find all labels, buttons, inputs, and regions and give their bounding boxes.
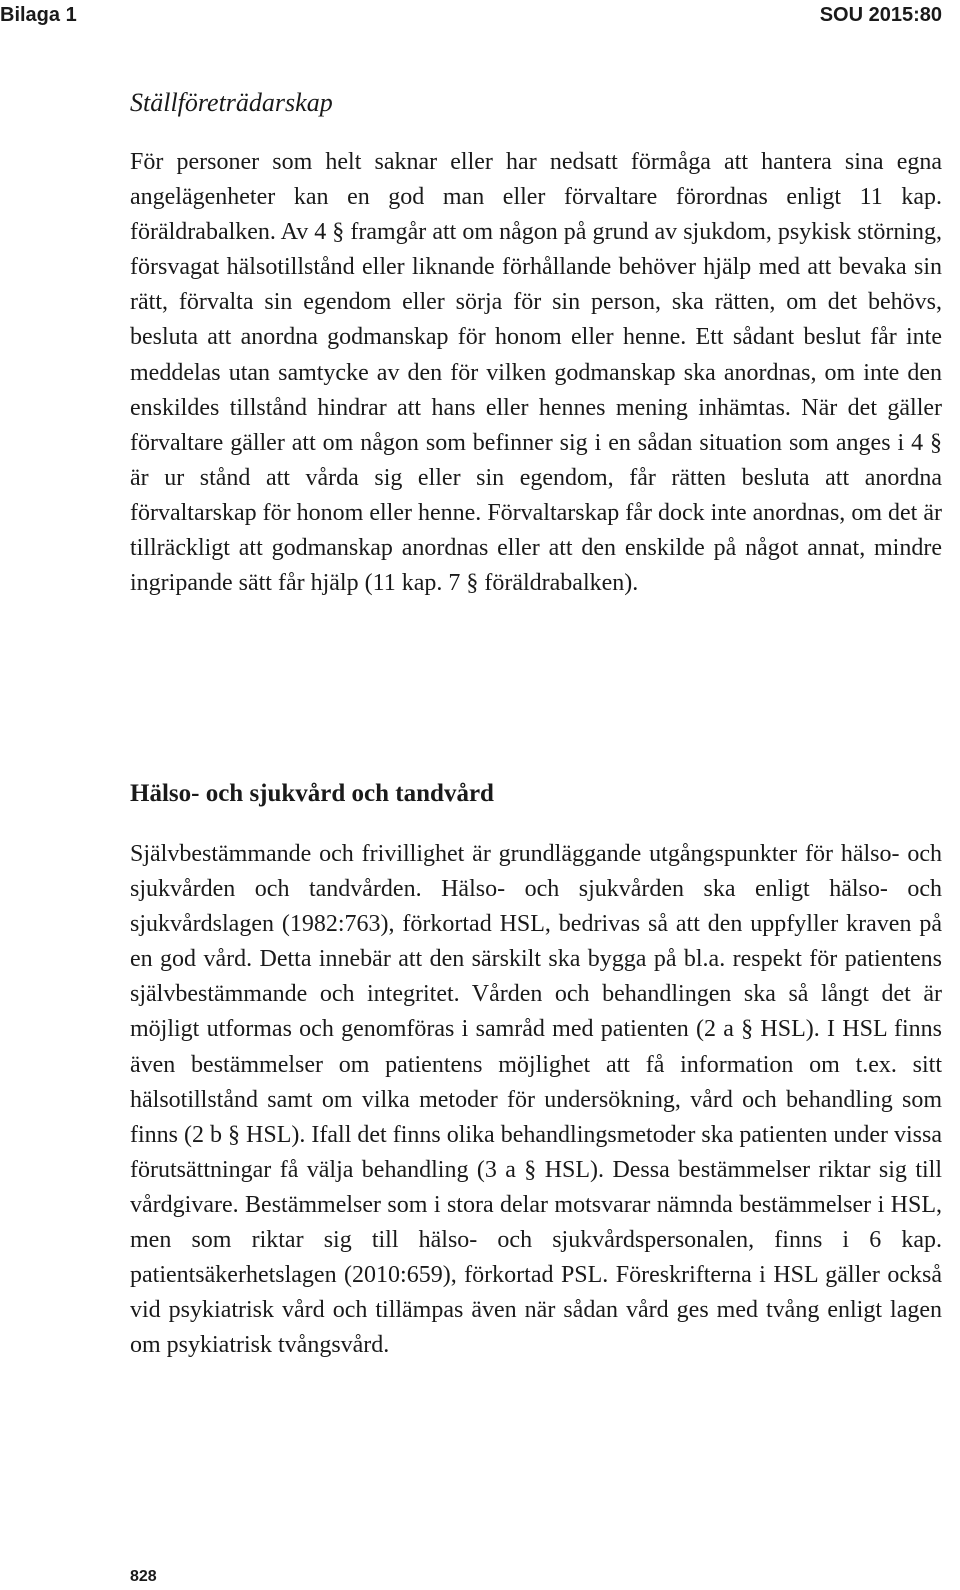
report-reference: SOU 2015:80 bbox=[819, 4, 942, 26]
subheading-stallforetradarskap: Ställföreträdarskap bbox=[130, 88, 333, 117]
section-heading-halso-sjukvard: Hälso- och sjukvård och tandvård bbox=[130, 780, 494, 807]
page-number: 828 bbox=[130, 1568, 157, 1585]
paragraph-halso-sjukvard: Självbestämmande och frivillighet är grundläggande utgångspunkter för hälso- och sjukvården och tandvården. Hälso- och sjukvården ska enligt hälso- och sjukvårdslagen (1982:763), förkortad HSL, bedrivas så att den uppfyller kraven på en god vård. Detta innebär att den särskilt ska bygga på bl.a. respekt för patientens självbestämmande och integritet. Vården och behandlingen ska så långt det är möjligt utformas och genomföras i samråd med patienten (2 a § HSL). I HSL finns även bestämmelser om patientens möjlighet att få information om t.ex. sitt hälsotillstånd samt om vilka metoder för undersökning, vård och behandling som finns (2 b § HSL). Ifall det finns olika behandlingsmetoder ska patienten under vissa förutsättningar få välja behandling (3 a § HSL). Dessa bestämmelser riktar sig till vårdgivare. Bestämmelser som i stora delar motsvarar nämnda bestämmelser i HSL, men som riktar sig till hälso- och sjukvårdspersonalen, finns i 6 kap. patientsäkerhetslagen (2010:659), förkortad PSL. Föreskrifterna i HSL gäller också vid psykiatrisk vård och tillämpas även när sådan vård ges med tvång enligt lagen om psykiatrisk tvångsvård. bbox=[130, 841, 942, 1359]
running-header bbox=[0, 4, 960, 34]
appendix-label: Bilaga 1 bbox=[0, 4, 77, 26]
paragraph-stallforetradarskap: För personer som helt saknar eller har nedsatt förmåga att hantera sina egna angelägenheter kan en god man eller förvaltare förordnas enligt 11 kap. föräldrabalken. Av 4 § framgår att om någon på grund av sjukdom, psykisk störning, försvagat hälsotillstånd eller liknande förhållande behöver hjälp med att bevaka sin rätt, förvalta sin egendom eller sörja för sin person, ska rätten, om det behövs, besluta att anordna godmanskap för honom eller henne. Ett sådant beslut får inte meddelas utan samtycke av den för vilken godmanskap ska anordnas, om inte den enskildes tillstånd hindrar att hans eller hennes mening inhämtas. När det gäller förvaltare gäller att om någon som befinner sig i en sådan situation som anges i 4 § är ur stånd att vårda sig eller sin egendom, får rätten besluta att anordna förvaltarskap för honom eller henne. Förvaltarskap får dock inte anordnas, om det är tillräckligt att godmanskap anordnas eller att den enskilde på något annat, mindre ingripande sätt får hjälp (11 kap. 7 § föräldrabalken). bbox=[130, 149, 942, 597]
